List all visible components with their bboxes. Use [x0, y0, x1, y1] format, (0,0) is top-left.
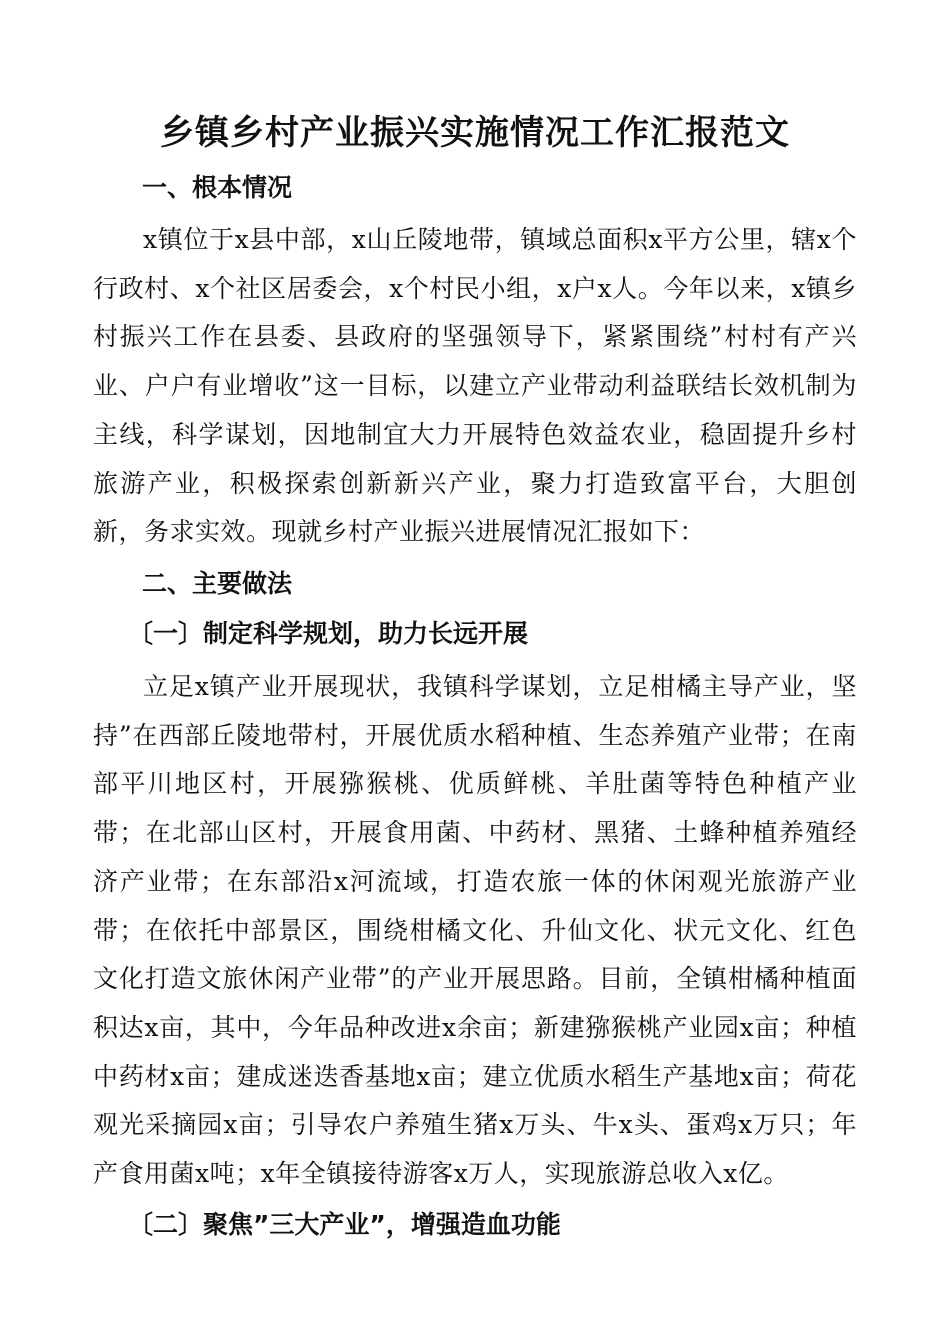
section-heading-basic-situation: 一、根本情况 — [142, 173, 293, 202]
paragraph-basic-situation: x镇位于x县中部，x山丘陵地带，镇域总面积x平方公里，辖x个行政村、x个社区居委会，x个村民小组，x户x人。今年以来，x镇乡村振兴工作在县委、县政府的坚强领导下，紧紧围绕”村村有产兴业、户户有业增收”这一目标，以建立产业带动利益联结长效机制为主线，科学谋划，因地制宜大力开展特色效益农业，稳固提升乡村旅游产业，积极探索创新新兴产业，聚力打造致富平台，大胆创新，务求实效。现就乡村产业振兴进展情况汇报如下： — [93, 225, 857, 547]
section-heading-main-practices: 二、主要做法 — [142, 569, 293, 598]
subsection-heading-scientific-planning: 〔一〕制定科学规划，助力长远开展 — [128, 619, 529, 648]
paragraph-scientific-planning: 立足x镇产业开展现状，我镇科学谋划，立足柑橘主导产业，坚持”在西部丘陵地带村，开展优质水稻种植、生态养殖产业带；在南部平川地区村，开展猕猴桃、优质鲜桃、羊肚菌等特色种植产业带；在北部山区村，开展食用菌、中药材、黑猪、土蜂种植养殖经济产业带；在东部沿x河流域，打造农旅一体的休闲观光旅游产业带；在依托中部景区，围绕柑橘文化、升仙文化、状元文化、红色文化打造文旅休闲产业带”的产业开展思路。目前，全镇柑橘种植面积达x亩，其中，今年品种改进x余亩；新建猕猴桃产业园x亩；种植中药材x亩；建成迷迭香基地x亩；建立优质水稻生产基地x亩；荷花观光采摘园x亩；引导农户养殖生猪x万头、牛x头、蛋鸡x万只；年产食用菌x吨；x年全镇接待游客x万人，实现旅游总收入x亿。 — [93, 672, 857, 1189]
document-title: 乡镇乡村产业振兴实施情况工作汇报范文 — [160, 113, 790, 153]
subsection-heading-three-industries: 〔二〕聚焦”三大产业”，增强造血功能 — [128, 1210, 561, 1239]
